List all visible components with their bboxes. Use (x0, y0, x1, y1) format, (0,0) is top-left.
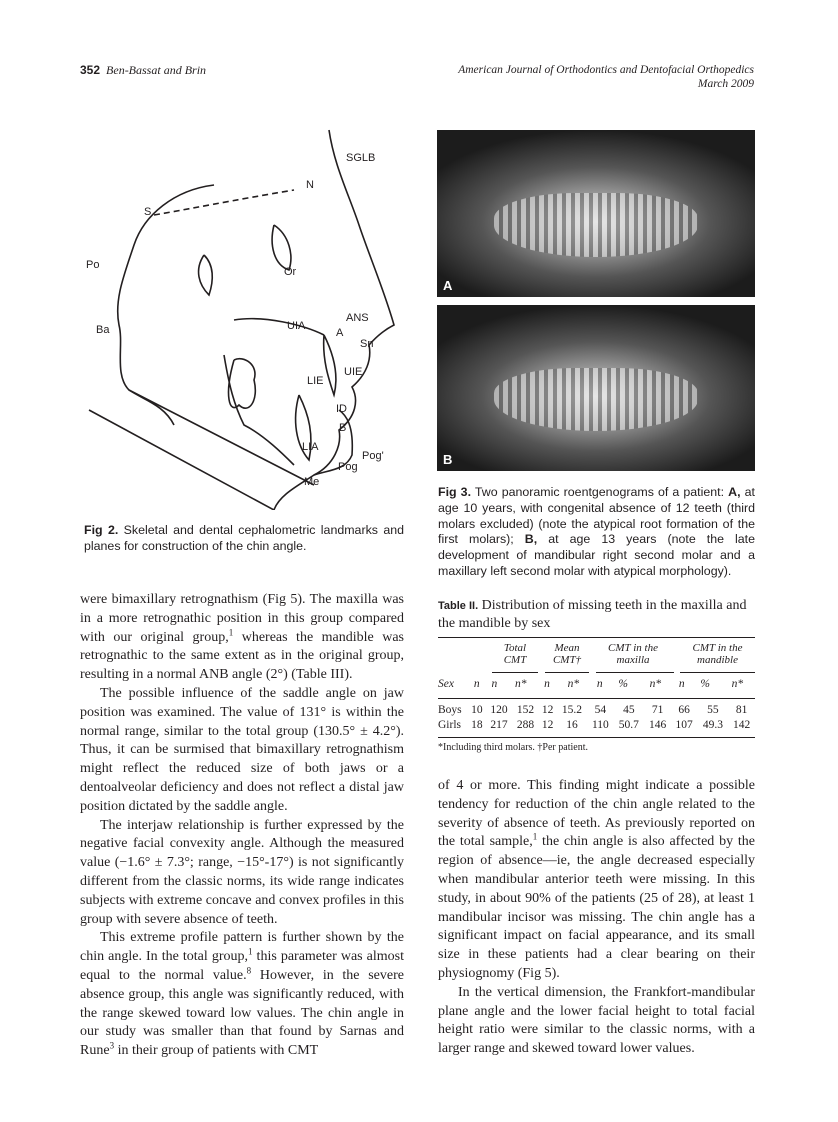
cell: 55 (707, 704, 719, 716)
ear (199, 255, 213, 295)
label-pog-prime: Pog' (362, 450, 384, 462)
paragraph (80, 929, 404, 1061)
text: in their group of patients with CMT (114, 1043, 319, 1059)
paragraph (438, 777, 755, 984)
label-me: Me (304, 476, 320, 488)
table-title (438, 597, 755, 632)
caption-a: A, (728, 485, 741, 499)
panel-label-b: B (443, 452, 453, 467)
cell: 288 (516, 719, 535, 731)
group-header: Total CMT (503, 642, 527, 666)
col-header: n* (649, 678, 662, 690)
caption-text: Skeletal and dental cephalometric landmarks and planes for construction of the chin angle. (84, 523, 404, 553)
col-header: n* (514, 678, 527, 690)
reference-line (89, 410, 274, 510)
cell: 152 (516, 704, 535, 716)
cell: Boys (438, 704, 462, 716)
citation: 1 (248, 946, 253, 957)
group-rule (596, 672, 674, 673)
table-number: Table II. (438, 600, 479, 612)
text: the chin angle is also affected by the region of absence—ie, the angle decreased especially when mandibular anterior teeth were missing. In this study, in about 90% of the patients (25 of 28), at least 1 mandibular incisor was missing. The chin angle has a significant impact on facial appearance, and its small size in these patients had a clear bearing on their physiognomy (Fig 5). (438, 834, 755, 981)
label-sn: Sn (360, 338, 374, 350)
cell: 71 (651, 704, 664, 716)
table-row (438, 718, 755, 733)
label-ba: Ba (96, 324, 110, 336)
cell: 54 (594, 704, 607, 716)
cell: 18 (471, 719, 483, 731)
cell: 12 (541, 719, 554, 731)
cell: 120 (490, 704, 508, 716)
table-bottom-rule (438, 737, 755, 738)
authors: Ben-Bassat and Brin (106, 63, 207, 77)
col-header: n (596, 678, 603, 690)
group-header: CMT in the mandible (692, 642, 743, 666)
label-ans: ANS (346, 312, 369, 324)
col-header: % (700, 678, 710, 690)
label-po: Po (86, 259, 100, 271)
cell: 146 (648, 719, 667, 731)
cell: 142 (733, 719, 751, 731)
label-a: A (336, 327, 344, 339)
text: whereas the mandible was retrognathic to the same extent as in the original group, resulting in a normal ANB angle (2°) (Table III). (80, 629, 404, 683)
table-row (438, 703, 755, 718)
paragraph: The interjaw relationship is further expressed by the negative facial convexity angle. Although the measured value (−1.6° ± 7.3°; range, −15°-17°) is not significantly different from the classic norms, its wide range indicates subjects with extreme concave and convex profiles in this group with severe absence of teeth. (80, 817, 404, 927)
caption-b: B, (524, 532, 538, 547)
label-or: Or (284, 266, 297, 278)
upper-incisor (324, 335, 336, 395)
journal-name: American Journal of Orthodontics and Dentofacial Orthopedics (458, 64, 754, 76)
col-header: Sex (438, 678, 454, 690)
caption-label: Fig 3. (438, 485, 472, 499)
col-header: % (618, 678, 628, 690)
group-header: CMT in the maxilla (608, 642, 658, 666)
orbit (272, 225, 291, 270)
label-lie: LIE (307, 375, 324, 387)
cell: 107 (675, 719, 693, 731)
panoramic-xray-a (437, 130, 755, 297)
citation: 3 (109, 1040, 115, 1051)
cell: 16 (566, 719, 578, 731)
issue-date: March 2009 (697, 78, 754, 90)
page-number: 352 (80, 63, 101, 77)
skull-outline (118, 185, 214, 425)
cell: 45 (623, 704, 635, 716)
sn-line (154, 190, 294, 215)
running-header-left (80, 63, 206, 78)
cell: 15.2 (561, 704, 583, 716)
group-rule (680, 672, 755, 673)
citation: 1 (532, 831, 538, 842)
label-n: N (306, 179, 314, 191)
cell: 49.3 (702, 719, 723, 731)
col-header: n* (567, 678, 580, 690)
left-column-text (80, 591, 404, 1061)
cell: 81 (735, 704, 748, 716)
cell: 12 (541, 704, 554, 716)
cell: 10 (471, 704, 483, 716)
text: of 4 or more. This finding might indicate a possible tendency for reduction of the chin angle related to the severity of absence of teeth. As previously reported on the total sample, (438, 778, 755, 850)
group-rule (492, 672, 538, 673)
group-header: Mean CMT† (552, 642, 582, 666)
cell: 50.7 (618, 719, 639, 731)
label-id: ID (336, 403, 347, 415)
right-column-text (438, 777, 755, 1059)
cell: 217 (490, 719, 508, 731)
label-pog: Pog (338, 461, 358, 473)
paragraph: The possible influence of the saddle angle on jaw position was examined. The value of 131° is within the normal range, similar to the total group (130.5° ± 4.2°). Thus, it can be surmised that bimaxillary retrognathism might reflect the reduced size of both jaws or a dentoalveolar deficiency and does not reflect a distal jaw position dictated by the saddle angle. (80, 685, 404, 814)
text: were bimaxillary retrognathism (Fig 5). The maxilla was in a more retrognathic position in this group compared with our original group, (80, 592, 404, 645)
figure-3-caption (438, 485, 755, 580)
paragraph (80, 591, 404, 685)
panel-label-a: A (443, 278, 453, 293)
figure-2-caption (84, 522, 404, 554)
label-sglb: SGLB (346, 152, 376, 164)
label-b: B (339, 422, 347, 434)
text: However, in the severe absence group, this angle was significantly reduced, with the range skewed toward low values. The chin angle in our study was smaller than that found by Sarnas and Rune (80, 967, 404, 1059)
citation: 8 (246, 965, 252, 976)
caption-text: at age 10 years, with congenital absence of 12 teeth (third molars excluded) (note the atypical root formation of the first molars); (438, 485, 755, 547)
col-header: n (491, 678, 498, 690)
label-uie: UIE (344, 366, 363, 378)
molar (229, 359, 256, 408)
table-title-text: Distribution of missing teeth in the maxilla and the mandible by sex (438, 598, 747, 631)
paragraph: In the vertical dimension, the Frankfort-mandibular plane angle and the lower facial height to total facial height ratio were similar to the classic norms, with a larger range and skewed toward lower values. (438, 984, 755, 1057)
caption-label: Fig 2. (84, 523, 119, 537)
label-s: S (144, 206, 152, 218)
mandible (129, 319, 324, 485)
col-header: n* (731, 678, 744, 690)
text: this parameter was almost equal to the normal value. (80, 949, 404, 983)
label-uia: UIA (287, 320, 306, 332)
text: This extreme profile pattern is further shown by the chin angle. In the total group, (80, 930, 404, 965)
group-rule (545, 672, 589, 673)
col-header: n (678, 678, 685, 690)
table-footnote: *Including third molars. †Per patient. (438, 742, 588, 753)
table-body (438, 703, 755, 733)
table-header-rule (438, 698, 755, 699)
cephalometric-diagram (84, 125, 404, 510)
running-header-right (458, 63, 754, 91)
cell: 110 (591, 719, 609, 731)
cell: Girls (438, 719, 461, 731)
panoramic-xray-b (437, 305, 755, 471)
table-top-rule (438, 637, 755, 638)
col-header: n (544, 678, 550, 690)
citation: 1 (228, 626, 234, 637)
label-lia: LIA (302, 441, 319, 453)
table-header (438, 678, 755, 690)
cell: 66 (678, 704, 690, 716)
col-header: n (473, 678, 480, 690)
caption-text: Two panoramic roentgenograms of a patient: (471, 485, 729, 499)
caption-text: at age 13 years (note the late development of mandibular right second molar and a maxillary left second molar with atypical morphology). (438, 532, 756, 578)
